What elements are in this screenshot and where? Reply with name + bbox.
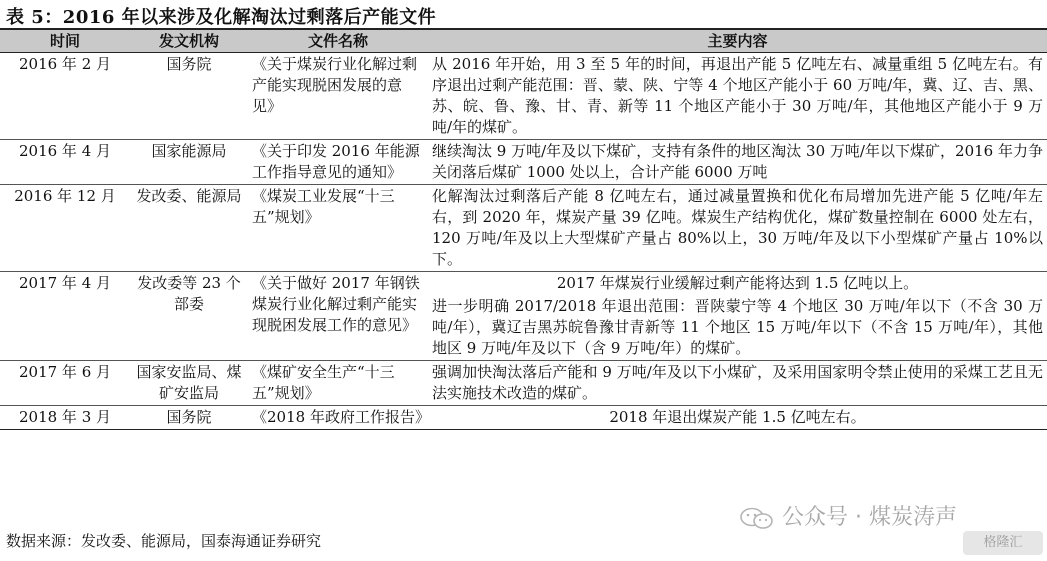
watermark-badge: 格隆汇: [963, 531, 1043, 555]
table-row: [0, 185, 1047, 272]
header-doc: 文件名称: [248, 29, 428, 53]
cell-agency: 国家安监局、煤矿安监局: [136, 363, 242, 402]
cell-doc-name: 《2018 年政府工作报告》: [252, 408, 430, 426]
cell-doc-name: 《煤矿安全生产“十三五”规划》: [252, 363, 395, 402]
cell-time: 2016 年 12 月: [14, 187, 116, 205]
cell-time: 2017 年 4 月: [18, 274, 112, 292]
policy-table: [0, 28, 1047, 430]
cell-agency: 国务院: [166, 408, 212, 426]
cell-doc-name: 《关于煤炭行业化解过剩产能实现脱困发展的意见》: [252, 55, 418, 115]
cell-time: 2016 年 2 月: [18, 55, 112, 73]
cell-time: 2018 年 3 月: [18, 408, 112, 426]
source-note: 数据来源：发改委、能源局，国泰海通证券研究: [6, 532, 322, 550]
cell-agency: 国务院: [166, 55, 212, 73]
table-row: [0, 53, 1047, 140]
cell-agency: 国家能源局: [151, 142, 227, 160]
table-row: [0, 406, 1047, 430]
cell-doc-name: 《关于印发 2016 年能源工作指导意见的通知》: [252, 142, 420, 181]
cell-content: 2018 年退出煤炭产能 1.5 亿吨左右。: [609, 408, 866, 426]
table-title: 表 5：2016 年以来涉及化解淘汰过剩落后产能文件: [6, 7, 437, 28]
header-time: 时间: [0, 29, 130, 53]
cell-doc-name: 《关于做好 2017 年钢铁煤炭行业化解过剩产能实现脱困发展工作的意见》: [252, 274, 420, 334]
cell-content: 2017 年煤炭行业缓解过剩产能将达到 1.5 亿吨以上。: [556, 274, 919, 292]
table-row: [0, 272, 1047, 296]
cell-doc-name: 《煤炭工业发展“十三五”规划》: [252, 187, 395, 226]
cell-agency: 发改委、能源局: [136, 187, 242, 205]
cell-time: 2017 年 6 月: [18, 363, 112, 381]
table-header-row: [0, 29, 1047, 53]
cell-content: 强调加快淘汰落后产能和 9 万吨/年及以下小煤矿，及采用国家明令禁止使用的采煤工艺且无法实施技术改造的煤矿。: [432, 363, 1043, 402]
cell-time: 2016 年 4 月: [18, 142, 112, 160]
table-row: [0, 361, 1047, 406]
wechat-icon: [738, 506, 778, 530]
cell-content: 化解淘汰过剩落后产能 8 亿吨左右，通过减量置换和优化布局增加先进产能 5 亿吨/年左右，到 2020 年，煤炭产量 39 亿吨。煤炭生产结构优化，煤矿数量控制在 6000 处左右，120 万吨/年及以上大型煤矿产量占 80%以上，30 万吨/年及以下小型煤矿产量占 10%以下。: [432, 187, 1043, 268]
header-agency: 发文机构: [130, 29, 248, 53]
cell-content: 进一步明确 2017/2018 年退出范围：晋陕蒙宁等 4 个地区 30 万吨/年以下（不含 30 万吨/年），冀辽吉黑苏皖鲁豫甘青新等 11 个地区 15 万吨/年以下（不含 15 万吨/年），其他地区 9 万吨/年及以下（含 9 万吨/年）的煤矿。: [432, 297, 1043, 357]
cell-content: 继续淘汰 9 万吨/年及以下煤矿，支持有条件的地区淘汰 30 万吨/年以下煤矿，2016 年力争关闭落后煤矿 1000 处以上，合计产能 6000 万吨: [432, 142, 1043, 181]
cell-content: 从 2016 年开始，用 3 至 5 年的时间，再退出产能 5 亿吨左右、减量重组 5 亿吨左右。有序退出过剩产能范围：晋、蒙、陕、宁等 4 个地区产能小于 60 万吨/年，冀、辽、吉、黑、苏、皖、鲁、豫、甘、青、新等 11 个地区产能小于 30 万吨/年，其他地区产能小于 9 万吨/年的煤矿。: [432, 55, 1043, 136]
watermark-text: 公众号 · 煤炭涛声: [782, 505, 957, 530]
table-row: [0, 140, 1047, 185]
header-content: 主要内容: [428, 29, 1047, 53]
cell-agency: 发改委等 23 个部委: [137, 274, 241, 313]
